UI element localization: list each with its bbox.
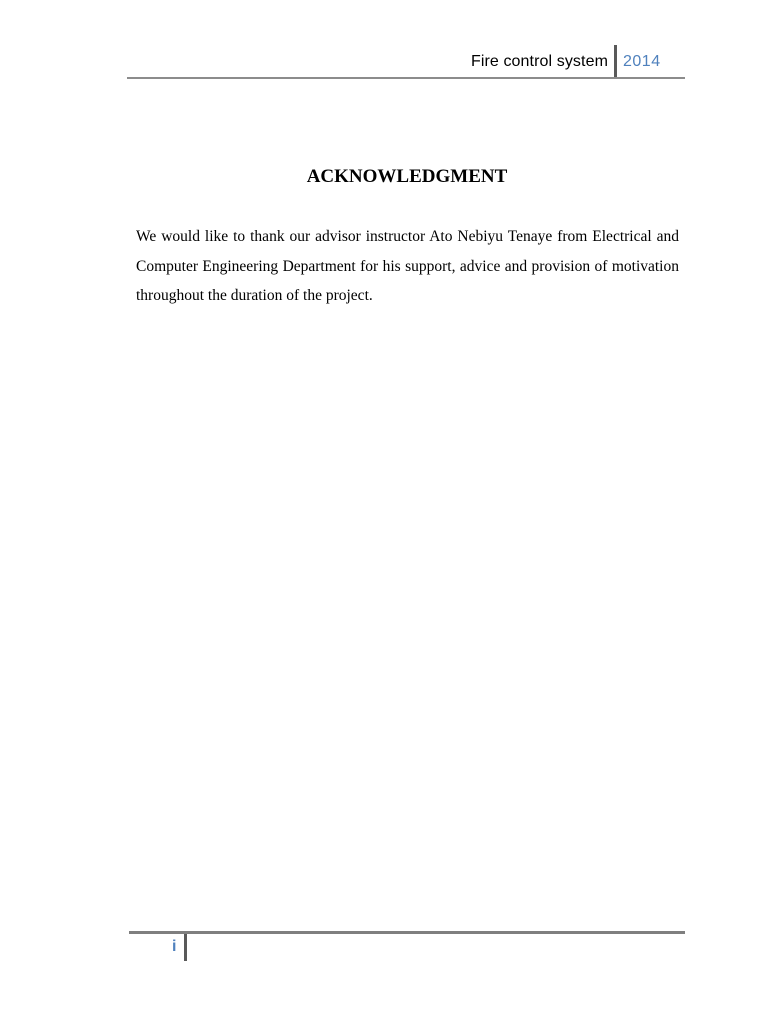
header-year: 2014 <box>623 53 661 70</box>
header-title: Fire control system <box>470 53 608 70</box>
header-separator <box>614 45 617 78</box>
header-rule <box>127 77 685 79</box>
acknowledgment-paragraph: We would like to thank our advisor instructor Ato Nebiyu Tenaye from Electrical and Computer Engineering Department for his support, advice and provision of motivation throughout the duration of the project. <box>136 228 679 304</box>
page-number: i <box>172 938 177 955</box>
footer-separator <box>184 934 187 961</box>
page-title: ACKNOWLEDGMENT <box>306 166 508 187</box>
footer-rule <box>129 931 685 934</box>
